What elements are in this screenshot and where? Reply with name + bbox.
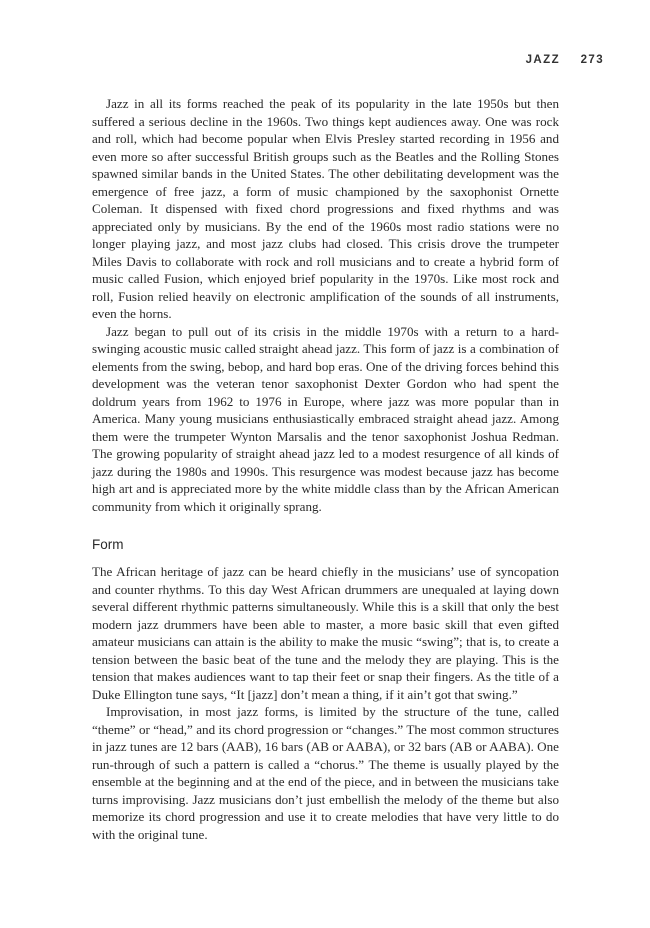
paragraph: The African heritage of jazz can be heard chiefly in the musicians’ use of syncopation and counter rhythms. To this day West African drummers are unequaled at laying down several different rhythmic patterns simultaneously. While this is a skill that only the best modern jazz drummers have been able to master, a more basic skill that even gifted amateur musicians can attain is the ability to make the music “swing”; that is, to create a tension between the basic beat of the tune and the melody they are playing. This is the tension that makes audiences want to tap their feet or snap their fingers. As the title of a Duke Ellington tune says, “It [jazz] don’t mean a thing, if it ain’t got that swing.”	[92, 564, 559, 702]
section-heading-form: Form	[92, 537, 124, 552]
paragraph: Jazz began to pull out of its crisis in the middle 1970s with a return to a hard-swinging acoustic music called straight ahead jazz. This form of jazz is a combination of elements from the swing, bebop, and hard bop eras. One of the driving forces behind this development was the veteran tenor saxophonist Dexter Gordon who had spent the doldrum years from 1962 to 1976 in Europe, where jazz was more popular than in America. Many young musicians enthusiastically embraced straight ahead jazz. Among them were the trumpeter Wynton Marsalis and the tenor saxophonist Joshua Redman. The growing popularity of straight ahead jazz led to a modest resurgence of all kinds of jazz during the 1980s and 1990s. This resurgence was modest because jazz has become high art and is appreciated more by the white middle class than by the African American community from which it originally sprang.	[92, 323, 559, 514]
paragraph: Improvisation, in most jazz forms, is limited by the structure of the tune, called “theme” or “head,” and its chord progression or “changes.” The most common structures in jazz tunes are 12 bars (AAB), 16 bars (AB or AABA), or 32 bars (AB or AABA). One run-through of such a pattern is called a “chorus.” The theme is usually played by the ensemble at the beginning and at the end of the piece, and in between the musicians take turns improvising. Jazz musicians don’t just embellish the melody of the theme but also memorize its chord progression and use it to create melodies that have very little to do with the original tune.	[92, 704, 559, 842]
paragraph: Jazz in all its forms reached the peak of its popularity in the late 1950s but then suffered a serious decline in the 1960s. Two things kept audiences away. One was rock and roll, which had become popular when Elvis Presley started recording in 1956 and even more so after successful British groups such as the Beatles and the Rolling Stones spawned similar bands in the United States. The other debilitating development was the emergence of free jazz, a form of music championed by the saxophonist Ornette Coleman. It dispensed with fixed chord progressions and fixed rhythms and was appreciated only by musicians. By the end of the 1960s most radio stations were no longer playing jazz, and most jazz clubs had closed. This crisis drove the trumpeter Miles Davis to collaborate with rock and roll musicians and to create a hybrid form of music called Fusion, which enjoyed brief popularity in the 1970s. Like most rock and roll, Fusion relied heavily on electronic amplification of the sounds of all instruments, even the horns.	[92, 96, 559, 321]
page-number: 273	[580, 54, 604, 66]
section-form	[92, 563, 559, 843]
running-head	[526, 54, 604, 66]
section-intro	[92, 95, 559, 515]
running-head-title: JAZZ	[525, 54, 560, 66]
